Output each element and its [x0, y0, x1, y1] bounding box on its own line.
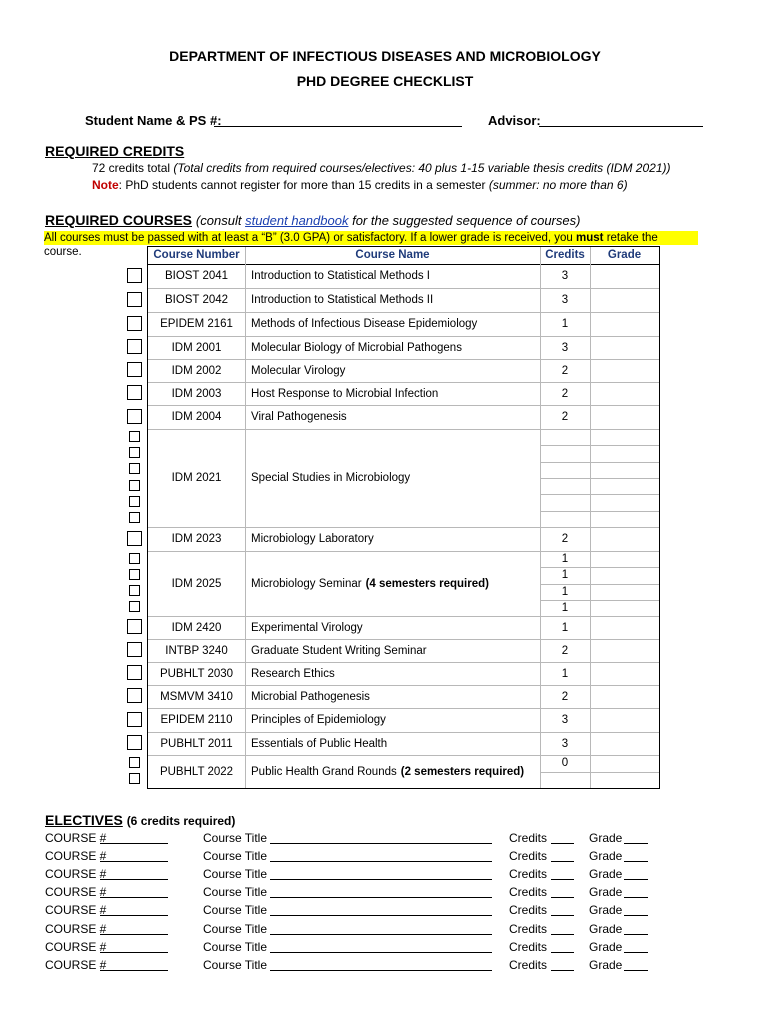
credits-label: Credits	[509, 921, 548, 936]
grade-cell[interactable]	[590, 772, 659, 789]
table-row	[148, 708, 659, 732]
course-title-field[interactable]	[270, 915, 492, 916]
banner-pre: All courses must be passed with at least a “B” (3.0 GPA) or satisfactory. If a lower grade is received, you	[44, 232, 573, 244]
grade-label: Grade	[589, 957, 623, 972]
elective-row	[0, 903, 770, 921]
checkbox[interactable]	[129, 463, 140, 474]
checkbox[interactable]	[129, 512, 140, 523]
checkbox[interactable]	[127, 712, 142, 727]
course-title-field[interactable]	[270, 970, 492, 971]
course-title-label: Course Title	[203, 831, 268, 845]
table-row	[148, 527, 659, 551]
table-row	[148, 685, 659, 708]
page-title: DEPARTMENT OF INFECTIOUS DISEASES AND MICROBIOLOGY	[169, 48, 601, 64]
table-row	[148, 312, 659, 336]
credits-cell	[540, 511, 590, 527]
course-name	[245, 382, 540, 405]
course-name	[245, 359, 540, 382]
course-name-text: Essentials of Public Health	[251, 737, 388, 750]
grade-label: Grade	[589, 849, 623, 864]
grade-cell[interactable]	[590, 584, 659, 600]
grade-cell[interactable]	[590, 551, 659, 567]
table-row	[148, 336, 659, 359]
table-row	[148, 551, 659, 616]
credits-cell: 2	[561, 387, 569, 400]
credits-label: Credits	[509, 867, 548, 882]
course-number: IDM 2002	[171, 364, 222, 377]
credits-cell: 2	[561, 644, 569, 657]
sub-row-divider	[540, 478, 659, 479]
course-title-label: Course Title	[203, 939, 268, 954]
course-number: IDM 2001	[171, 341, 222, 354]
credits-label: Credits	[509, 849, 548, 864]
grade-cell[interactable]	[590, 429, 659, 445]
credits-cell: 1	[561, 621, 569, 634]
checkbox[interactable]	[129, 757, 140, 768]
course-number: PUBHLT 2022	[159, 765, 234, 778]
table-row	[148, 288, 659, 312]
table-row	[148, 616, 659, 639]
grade-label: Grade	[589, 939, 623, 954]
course-name	[245, 685, 540, 708]
course-name-text: Public Health Grand Rounds	[251, 765, 397, 778]
table-row	[148, 662, 659, 685]
banner-bold: must	[576, 232, 604, 244]
grade-cell[interactable]	[590, 708, 659, 732]
electives-sub: (6 credits required)	[126, 814, 236, 828]
course-title-label: Course Title	[203, 885, 268, 900]
sub-row-divider	[540, 600, 659, 601]
course-name-text: Introduction to Statistical Methods II	[251, 294, 434, 306]
credits-cell: 3	[561, 270, 569, 282]
total-credits-detail: (Total credits from required courses/electives: 40 plus 1-15 variable thesis credits (IDM 2021))	[173, 161, 671, 175]
grade-cell[interactable]	[590, 478, 659, 494]
credits-cell: 3	[561, 737, 569, 750]
grade-field[interactable]	[624, 843, 648, 844]
grade-cell[interactable]	[590, 600, 659, 616]
credits-cell: 1	[561, 585, 569, 598]
course-number: BIOST 2042	[164, 294, 229, 306]
credit-note	[92, 178, 628, 192]
checkbox[interactable]	[127, 385, 142, 400]
credits-field[interactable]	[551, 843, 574, 844]
course-title-field[interactable]	[270, 934, 492, 935]
elective-row	[0, 867, 770, 885]
credits-label: Credits	[509, 885, 548, 900]
credits-cell: 1	[561, 569, 569, 582]
course-number-field[interactable]	[100, 934, 168, 935]
banner-post: retake the course.	[44, 232, 658, 258]
course-title-field[interactable]	[270, 843, 492, 844]
course-number-field[interactable]	[100, 861, 168, 862]
course-title-label: Course Title	[203, 957, 268, 972]
grade-cell[interactable]	[590, 639, 659, 662]
sub-pre: (consult	[195, 213, 242, 228]
course-title-field[interactable]	[270, 897, 492, 898]
credits-label: Credits	[509, 903, 548, 918]
credits-cell: 2	[561, 690, 569, 703]
course-number-field[interactable]	[100, 879, 168, 880]
sub-row-divider	[540, 772, 659, 773]
course-number-label: COURSE #	[45, 831, 107, 845]
course-name-note: (4 semesters required)	[365, 577, 489, 590]
table-row	[148, 429, 659, 527]
course-name-text: Special Studies in Microbiology	[251, 472, 411, 484]
course-number: BIOST 2041	[164, 270, 229, 282]
credits-label: Credits	[509, 957, 548, 972]
checkbox[interactable]	[127, 339, 142, 354]
table-row	[148, 732, 659, 755]
grade-field[interactable]	[624, 897, 648, 898]
advisor-field[interactable]	[539, 126, 703, 127]
credits-field[interactable]	[551, 879, 574, 880]
checkbox[interactable]	[127, 665, 142, 680]
credits-field[interactable]	[551, 897, 574, 898]
credits-cell	[540, 429, 590, 445]
course-name-text: Graduate Student Writing Seminar	[251, 644, 427, 657]
credits-field[interactable]	[551, 970, 574, 971]
course-title-field[interactable]	[270, 879, 492, 880]
table-row	[148, 755, 659, 788]
grade-cell[interactable]	[590, 336, 659, 359]
sub-row-divider	[540, 511, 659, 512]
course-number-label: COURSE #	[45, 921, 107, 936]
credits-cell: 2	[561, 364, 569, 377]
elective-row	[0, 849, 770, 867]
table-row	[148, 405, 659, 429]
checkbox[interactable]	[127, 688, 142, 703]
course-number-label: COURSE #	[45, 849, 107, 864]
grade-cell[interactable]	[590, 511, 659, 527]
grade-cell[interactable]	[590, 405, 659, 429]
course-name-text: Principles of Epidemiology	[251, 714, 386, 726]
grade-field[interactable]	[624, 861, 648, 862]
course-title-label: Course Title	[203, 921, 268, 936]
column-header: Credits	[545, 249, 585, 261]
course-number: IDM 2025	[171, 577, 222, 590]
grade-cell[interactable]	[590, 312, 659, 336]
table-row	[148, 264, 659, 288]
course-number: PUBHLT 2030	[159, 667, 234, 680]
course-number: IDM 2003	[171, 387, 222, 400]
course-name-text: Molecular Biology of Microbial Pathogens	[251, 341, 462, 354]
column-header: Course Name	[355, 249, 430, 261]
column-header: Grade	[607, 249, 642, 261]
note-text: : PhD students cannot register for more than 15 credits in a semester	[118, 178, 486, 192]
course-name-text: Molecular Virology	[251, 364, 346, 377]
checkbox[interactable]	[129, 773, 140, 784]
course-name	[245, 312, 540, 336]
course-number: INTBP 3240	[165, 644, 228, 657]
course-number-field[interactable]	[100, 970, 168, 971]
course-number: IDM 2420	[171, 621, 222, 634]
grade-label: Grade	[589, 921, 623, 936]
credits-cell: 2	[561, 533, 569, 545]
checkbox[interactable]	[127, 409, 142, 424]
sub-row-divider	[540, 567, 659, 568]
credits-label: Credits	[509, 831, 548, 845]
student-name-field[interactable]	[214, 126, 462, 127]
checkbox[interactable]	[127, 362, 142, 377]
credits-cell: 1	[561, 667, 569, 680]
elective-row	[0, 958, 770, 976]
page-subtitle: PHD DEGREE CHECKLIST	[296, 73, 474, 89]
note-label: Note	[92, 178, 119, 192]
credits-cell	[540, 462, 590, 478]
column-header: Course Number	[153, 249, 240, 261]
course-name-text: Viral Pathogenesis	[251, 411, 347, 423]
required-courses-table	[147, 246, 660, 789]
credits-cell: 3	[561, 341, 569, 354]
grade-field[interactable]	[624, 934, 648, 935]
course-number-label: COURSE #	[45, 885, 107, 900]
grade-field[interactable]	[624, 879, 648, 880]
note-detail: (summer: no more than 6)	[488, 178, 628, 192]
checkbox[interactable]	[129, 496, 140, 507]
grade-cell[interactable]	[590, 494, 659, 510]
credits-field[interactable]	[551, 915, 574, 916]
grade-cell[interactable]	[590, 732, 659, 755]
course-name-text: Host Response to Microbial Infection	[251, 387, 439, 400]
course-name	[245, 639, 540, 662]
course-number-label: COURSE #	[45, 903, 107, 918]
advisor-label: Advisor:	[488, 113, 541, 128]
credits-cell: 0	[561, 757, 569, 770]
course-title-label: Course Title	[203, 903, 268, 918]
credits-cell: 1	[561, 318, 569, 330]
elective-row	[0, 922, 770, 940]
sub-row-divider	[540, 494, 659, 495]
course-number-label: COURSE #	[45, 867, 107, 882]
grade-field[interactable]	[624, 952, 648, 953]
credits-cell	[540, 445, 590, 461]
course-name-text: Microbiology Seminar	[251, 577, 362, 590]
grade-cell[interactable]	[590, 567, 659, 583]
checkbox[interactable]	[127, 531, 142, 546]
course-name	[245, 662, 540, 685]
course-name	[245, 527, 540, 551]
credits-cell	[540, 478, 590, 494]
credits-field[interactable]	[551, 861, 574, 862]
grade-field[interactable]	[624, 915, 648, 916]
credits-cell	[540, 494, 590, 510]
checkbox[interactable]	[129, 601, 140, 612]
required-courses-sub	[196, 213, 581, 228]
sub-row-divider	[540, 445, 659, 446]
checkbox[interactable]	[127, 292, 142, 307]
elective-row	[0, 940, 770, 958]
course-name-text: Experimental Virology	[251, 621, 363, 634]
table-row	[148, 382, 659, 405]
grade-cell[interactable]	[590, 527, 659, 551]
grade-label: Grade	[589, 903, 623, 918]
required-credits-text	[92, 161, 671, 175]
course-title-field[interactable]	[270, 861, 492, 862]
grade-cell[interactable]	[590, 359, 659, 382]
course-number: EPIDEM 2161	[160, 318, 233, 330]
checkbox[interactable]	[129, 553, 140, 564]
grade-label: Grade	[589, 885, 623, 900]
checkbox[interactable]	[127, 642, 142, 657]
course-name	[245, 288, 540, 312]
table-row	[148, 359, 659, 382]
grade-label: Grade	[589, 831, 623, 845]
grade-cell[interactable]	[590, 382, 659, 405]
checkbox[interactable]	[127, 268, 142, 283]
course-number-field[interactable]	[100, 843, 168, 844]
grade-cell[interactable]	[590, 662, 659, 685]
credits-field[interactable]	[551, 952, 574, 953]
credits-cell: 1	[561, 553, 569, 566]
elective-row	[0, 885, 770, 903]
course-name	[245, 755, 540, 788]
checkbox[interactable]	[127, 316, 142, 331]
checkbox[interactable]	[127, 619, 142, 634]
course-name	[245, 336, 540, 359]
checkbox[interactable]	[129, 431, 140, 442]
course-number: IDM 2021	[171, 472, 222, 484]
course-name-text: Microbiology Laboratory	[251, 533, 374, 545]
course-title-label: Course Title	[203, 849, 268, 864]
checkbox[interactable]	[129, 569, 140, 580]
course-title-field[interactable]	[270, 952, 492, 953]
checkbox[interactable]	[127, 735, 142, 750]
credits-cell: 2	[561, 411, 569, 423]
course-number: MSMVM 3410	[160, 690, 233, 703]
credits-field[interactable]	[551, 934, 574, 935]
course-name-text: Research Ethics	[251, 667, 335, 680]
course-number: IDM 2023	[171, 533, 222, 545]
required-courses-header	[45, 212, 580, 228]
total-credits: 72 credits total	[92, 161, 171, 175]
checkbox[interactable]	[129, 447, 140, 458]
checkbox[interactable]	[129, 585, 140, 596]
sub-row-divider	[540, 462, 659, 463]
student-name-label: Student Name & PS #:	[85, 113, 222, 128]
course-number-label: COURSE #	[45, 957, 107, 972]
course-name	[245, 264, 540, 288]
grade-cell[interactable]	[590, 616, 659, 639]
student-handbook-link[interactable]: student handbook	[245, 213, 349, 228]
grade-cell[interactable]	[590, 462, 659, 478]
course-name	[245, 732, 540, 755]
sub-row-divider	[540, 584, 659, 585]
sub-post: for the suggested sequence of courses)	[352, 213, 581, 228]
course-name	[245, 616, 540, 639]
checkbox[interactable]	[129, 480, 140, 491]
elective-row	[0, 831, 770, 849]
course-number-label: COURSE #	[45, 939, 107, 954]
credits-cell: 3	[561, 294, 569, 306]
course-name	[245, 708, 540, 732]
required-credits-heading: REQUIRED CREDITS	[45, 143, 185, 159]
grade-cell[interactable]	[590, 445, 659, 461]
grade-field[interactable]	[624, 970, 648, 971]
course-name	[245, 405, 540, 429]
course-name-text: Microbial Pathogenesis	[251, 690, 370, 703]
credits-cell: 3	[561, 714, 569, 726]
required-courses-heading: REQUIRED COURSES	[45, 212, 193, 228]
course-number: PUBHLT 2011	[160, 737, 233, 750]
course-number-field[interactable]	[100, 897, 168, 898]
course-number-field[interactable]	[100, 915, 168, 916]
course-title-label: Course Title	[203, 867, 268, 882]
course-number: IDM 2004	[171, 411, 222, 423]
course-number: EPIDEM 2110	[160, 714, 233, 726]
course-name-note: (2 semesters required)	[400, 765, 525, 778]
grade-cell[interactable]	[590, 288, 659, 312]
course-number-field[interactable]	[100, 952, 168, 953]
course-name	[245, 429, 540, 527]
credits-cell	[540, 772, 590, 789]
course-name	[245, 551, 540, 616]
grade-cell[interactable]	[590, 755, 659, 772]
grade-label: Grade	[589, 867, 623, 882]
grade-cell[interactable]	[590, 264, 659, 288]
credits-cell: 1	[561, 601, 569, 614]
grade-cell[interactable]	[590, 685, 659, 708]
electives-heading: ELECTIVES	[45, 812, 123, 828]
electives-header	[45, 812, 235, 828]
credits-label: Credits	[509, 939, 548, 954]
table-row	[148, 639, 659, 662]
course-name-text: Introduction to Statistical Methods I	[251, 270, 430, 282]
course-name-text: Methods of Infectious Disease Epidemiology	[251, 318, 478, 330]
